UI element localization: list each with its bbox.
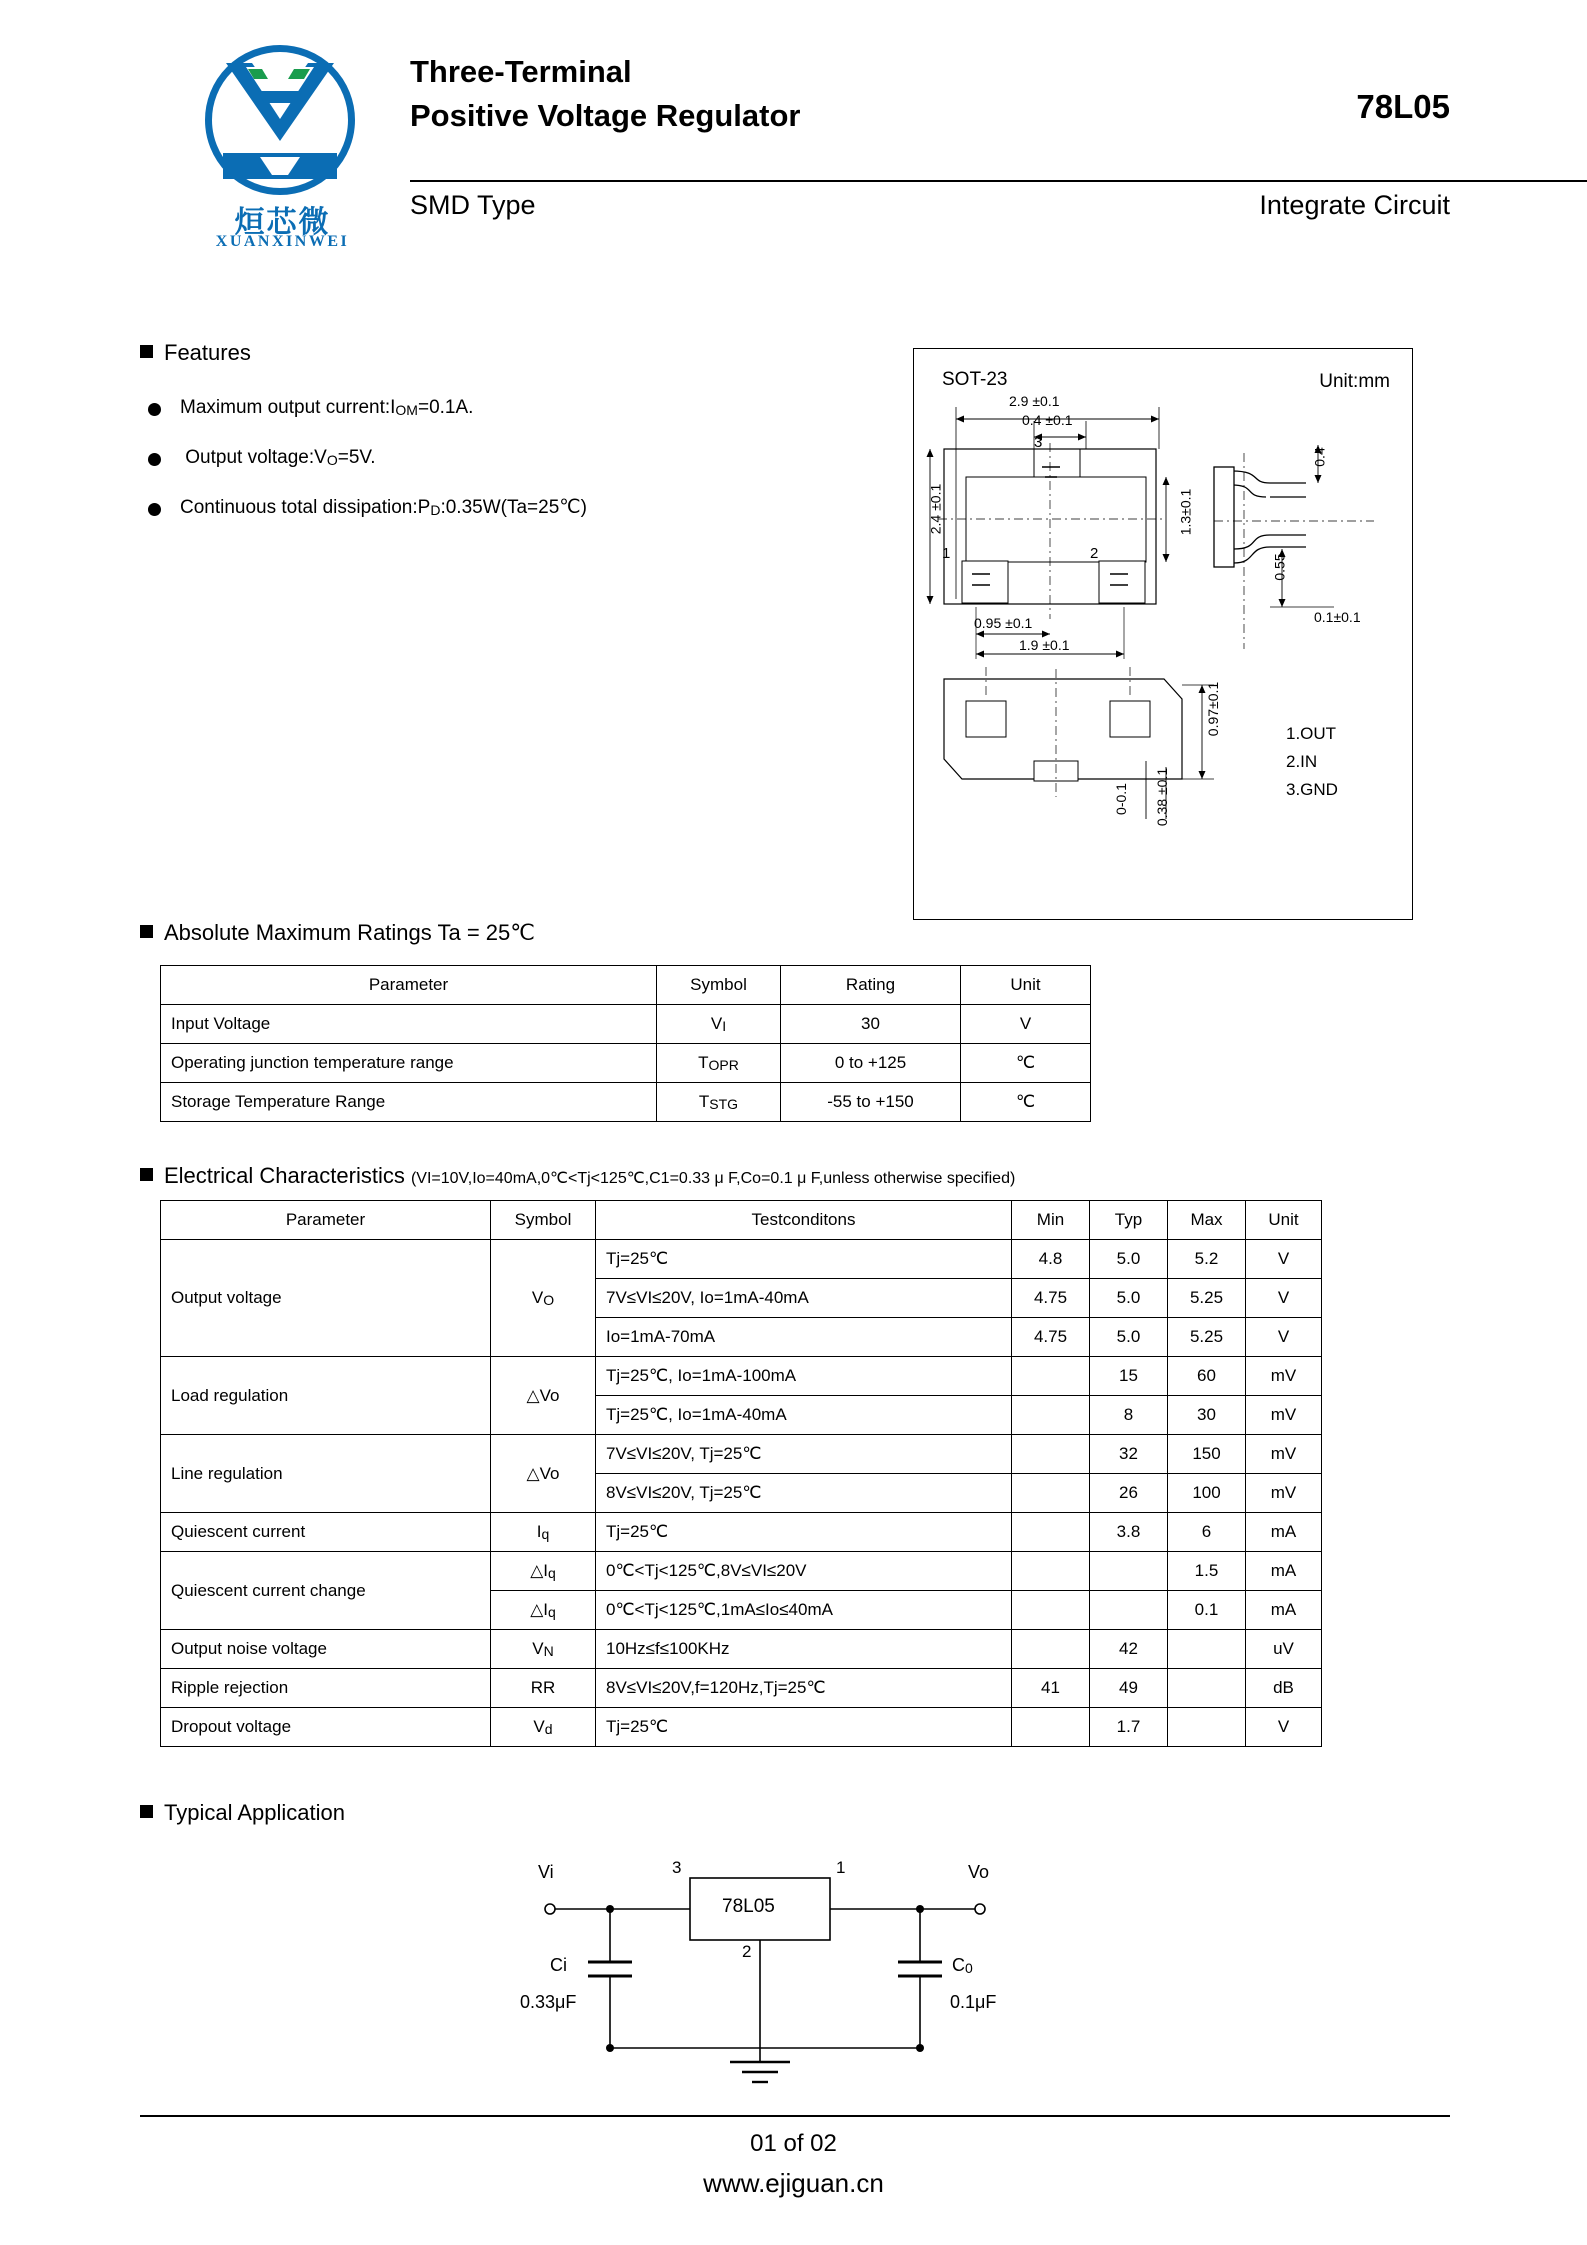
bullet-square-icon <box>140 925 153 938</box>
page-header <box>140 40 1450 255</box>
cell-max <box>1168 1708 1246 1747</box>
cell-min <box>1012 1591 1090 1630</box>
footer-divider <box>140 2115 1450 2117</box>
logo-english-name: XUANXINWEI <box>215 233 350 250</box>
cell-testcondition: 10Hz≤f≤100KHz <box>596 1630 1012 1669</box>
cell-min <box>1012 1474 1090 1513</box>
features-list <box>140 395 760 545</box>
title-block <box>410 50 1450 138</box>
cell-symbol: △Iq <box>491 1552 596 1591</box>
typical-application-heading: Typical Application <box>140 1800 345 1826</box>
abs-max-table <box>160 965 1091 1122</box>
cell-symbol: VO <box>491 1240 596 1357</box>
col-typ: Typ <box>1090 1201 1168 1240</box>
table-row <box>161 1669 1322 1708</box>
cell-typ: 49 <box>1090 1669 1168 1708</box>
cell-testcondition: 7V≤VI≤20V, Tj=25℃ <box>596 1435 1012 1474</box>
dim-foot-label: 0.1±0.1 <box>1314 609 1361 625</box>
package-drawing <box>913 348 1413 920</box>
table-header-row <box>161 966 1091 1005</box>
pin-mark-2: 2 <box>1090 545 1099 562</box>
pinout-1: 1.OUT <box>1286 724 1337 743</box>
cell-min <box>1012 1396 1090 1435</box>
cell-typ: 42 <box>1090 1630 1168 1669</box>
dim-width-label: 2.9 ±0.1 <box>1009 393 1060 409</box>
cell-parameter: Quiescent current <box>161 1513 491 1552</box>
pinout-3: 3.GND <box>1286 780 1338 799</box>
doc-title-line1: Three-Terminal <box>410 54 632 89</box>
cell-typ: 3.8 <box>1090 1513 1168 1552</box>
dim-body-height-label: 1.3±0.1 <box>1177 488 1194 536</box>
col-parameter: Parameter <box>161 1201 491 1240</box>
cell-parameter: Input Voltage <box>161 1005 657 1044</box>
cell-min: 4.75 <box>1012 1318 1090 1357</box>
cap-in-value: 0.33μF <box>520 1992 577 2012</box>
package-name-label: SOT-23 <box>942 369 1008 390</box>
cell-parameter: Load regulation <box>161 1357 491 1435</box>
cell-symbol: VI <box>657 1005 781 1044</box>
cell-max: 100 <box>1168 1474 1246 1513</box>
cell-unit: mA <box>1246 1552 1322 1591</box>
cap-in-name: Ci <box>550 1955 567 1975</box>
col-unit: Unit <box>961 966 1091 1005</box>
cell-testcondition: 8V≤VI≤20V, Tj=25℃ <box>596 1474 1012 1513</box>
cell-typ: 15 <box>1090 1357 1168 1396</box>
page-number: 01 of 02 <box>750 2130 837 2157</box>
col-symbol: Symbol <box>491 1201 596 1240</box>
cell-max: 5.25 <box>1168 1279 1246 1318</box>
cell-max: 6 <box>1168 1513 1246 1552</box>
cell-typ: 1.7 <box>1090 1708 1168 1747</box>
cell-max <box>1168 1669 1246 1708</box>
cell-unit: mV <box>1246 1357 1322 1396</box>
typical-application-circuit <box>520 1830 1040 2120</box>
cell-rating: 30 <box>781 1005 961 1044</box>
cell-symbol: RR <box>491 1669 596 1708</box>
footer-url: www.ejiguan.cn <box>703 2168 884 2198</box>
table-row <box>161 1005 1091 1044</box>
dim-lead-thickness-label: 0.4 <box>1311 447 1328 467</box>
col-rating: Rating <box>781 966 961 1005</box>
cell-typ <box>1090 1591 1168 1630</box>
logo-chinese-name: 烜芯微 <box>234 205 331 240</box>
table-row <box>161 1708 1322 1747</box>
cap-out-value: 0.1μF <box>950 1992 997 2012</box>
cell-unit: V <box>1246 1318 1322 1357</box>
dim-side-height-label: 0.97±0.1 <box>1205 681 1222 737</box>
table-row <box>161 1513 1322 1552</box>
pin-mark-1: 1 <box>942 545 951 562</box>
cell-symbol: Iq <box>491 1513 596 1552</box>
cell-symbol: VN <box>491 1630 596 1669</box>
cell-unit: V <box>1246 1708 1322 1747</box>
col-testconditions: Testconditons <box>596 1201 1012 1240</box>
dim-side-zero-label: 0-0.1 <box>1112 783 1129 815</box>
cell-testcondition: Tj=25℃ <box>596 1708 1012 1747</box>
vin-label: Vi <box>538 1862 554 1882</box>
product-category-label: Integrate Circuit <box>1259 190 1450 220</box>
cell-min <box>1012 1630 1090 1669</box>
cell-testcondition: 0℃<Tj<125℃,1mA≤Io≤40mA <box>596 1591 1012 1630</box>
pin-label-3: 3 <box>672 1858 682 1877</box>
col-min: Min <box>1012 1201 1090 1240</box>
cell-parameter: Output noise voltage <box>161 1630 491 1669</box>
cell-unit: V <box>961 1005 1091 1044</box>
cell-symbol: △Iq <box>491 1591 596 1630</box>
cell-symbol: TOPR <box>657 1044 781 1083</box>
cell-testcondition: Tj=25℃, Io=1mA-100mA <box>596 1357 1012 1396</box>
device-label: 78L05 <box>722 1896 775 1917</box>
cell-testcondition: Tj=25℃ <box>596 1513 1012 1552</box>
cell-min: 4.75 <box>1012 1279 1090 1318</box>
cell-testcondition: Tj=25℃, Io=1mA-40mA <box>596 1396 1012 1435</box>
table-row <box>161 1083 1091 1122</box>
table-header-row <box>161 1201 1322 1240</box>
package-dimensions-drawing <box>914 349 1414 921</box>
cell-unit: ℃ <box>961 1044 1091 1083</box>
part-number: 78L05 <box>1356 88 1450 125</box>
cell-typ: 5.0 <box>1090 1318 1168 1357</box>
cell-min <box>1012 1552 1090 1591</box>
dim-pad-label: 0.4 ±0.1 <box>1022 412 1073 428</box>
cap-out-name: C0 <box>952 1955 973 1976</box>
cell-parameter: Ripple rejection <box>161 1669 491 1708</box>
cell-unit: dB <box>1246 1669 1322 1708</box>
col-symbol: Symbol <box>657 966 781 1005</box>
abs-max-heading: Absolute Maximum Ratings Ta = 25℃ <box>140 920 535 946</box>
dim-height-label: 2.4 ±0.1 <box>927 483 944 535</box>
cell-parameter: Quiescent current change <box>161 1552 491 1630</box>
cell-min: 4.8 <box>1012 1240 1090 1279</box>
cell-min <box>1012 1435 1090 1474</box>
cell-parameter: Storage Temperature Range <box>161 1083 657 1122</box>
cell-max: 1.5 <box>1168 1552 1246 1591</box>
cell-max <box>1168 1630 1246 1669</box>
cell-unit: mA <box>1246 1591 1322 1630</box>
electrical-heading-note: (VI=10V,Io=40mA,0℃<Tj<125℃,C1=0.33 μ F,Co=0.1 μ F,unless otherwise specified) <box>410 1170 1016 1187</box>
cell-unit: uV <box>1246 1630 1322 1669</box>
doc-title-line2: Positive Voltage Regulator <box>410 98 801 133</box>
features-heading: Features <box>140 340 251 366</box>
cell-unit: mA <box>1246 1513 1322 1552</box>
cell-testcondition: Tj=25℃ <box>596 1240 1012 1279</box>
dim-pitch-label: 0.95 ±0.1 <box>974 615 1033 631</box>
cell-max: 30 <box>1168 1396 1246 1435</box>
bullet-square-icon <box>140 1805 153 1818</box>
cell-typ: 8 <box>1090 1396 1168 1435</box>
abs-max-table-wrap <box>160 965 1091 1122</box>
package-unit-label: Unit:mm <box>1319 371 1390 392</box>
cell-testcondition: Io=1mA-70mA <box>596 1318 1012 1357</box>
cell-typ: 5.0 <box>1090 1279 1168 1318</box>
cell-max: 0.1 <box>1168 1591 1246 1630</box>
table-row <box>161 1357 1322 1396</box>
logo-xw-mark-icon <box>218 57 342 152</box>
cell-unit: mV <box>1246 1396 1322 1435</box>
col-unit: Unit <box>1246 1201 1322 1240</box>
cell-unit: mV <box>1246 1474 1322 1513</box>
cell-symbol: △Vo <box>491 1435 596 1513</box>
feature-item: Output voltage:VO=5V. <box>140 445 760 473</box>
table-row <box>161 1630 1322 1669</box>
col-max: Max <box>1168 1201 1246 1240</box>
cell-unit: V <box>1246 1240 1322 1279</box>
cell-unit: ℃ <box>961 1083 1091 1122</box>
cell-unit: V <box>1246 1279 1322 1318</box>
electrical-heading: Electrical Characteristics (VI=10V,Io=40mA,0℃<Tj<125℃,C1=0.33 μ F,Co=0.1 μ F,unless otherwise specified) <box>140 1163 1015 1189</box>
cell-parameter: Operating junction temperature range <box>161 1044 657 1083</box>
cell-parameter: Dropout voltage <box>161 1708 491 1747</box>
package-type-label: SMD Type <box>410 190 536 220</box>
cell-parameter: Output voltage <box>161 1240 491 1357</box>
cell-symbol: Vd <box>491 1708 596 1747</box>
cell-parameter: Line regulation <box>161 1435 491 1513</box>
cell-min <box>1012 1708 1090 1747</box>
cell-typ: 32 <box>1090 1435 1168 1474</box>
bullet-square-icon <box>140 1168 153 1181</box>
feature-item: Continuous total dissipation:PD:0.35W(Ta=25℃) <box>140 495 760 523</box>
table-row <box>161 1044 1091 1083</box>
dim-standoff-label: 0.55 <box>1271 553 1288 581</box>
cell-testcondition: 8V≤VI≤20V,f=120Hz,Tj=25℃ <box>596 1669 1012 1708</box>
cell-rating: -55 to +150 <box>781 1083 961 1122</box>
cell-max: 150 <box>1168 1435 1246 1474</box>
electrical-table-wrap <box>160 1200 1322 1747</box>
pinout-2: 2.IN <box>1286 752 1318 771</box>
header-divider <box>410 180 1587 182</box>
table-row <box>161 1552 1322 1591</box>
bullet-square-icon <box>140 345 153 358</box>
cell-typ <box>1090 1552 1168 1591</box>
cell-symbol: TSTG <box>657 1083 781 1122</box>
cell-max: 5.2 <box>1168 1240 1246 1279</box>
cell-typ: 26 <box>1090 1474 1168 1513</box>
col-parameter: Parameter <box>161 966 657 1005</box>
cell-max: 60 <box>1168 1357 1246 1396</box>
pin-mark-3: 3 <box>1034 434 1043 451</box>
table-row <box>161 1240 1322 1279</box>
company-logo <box>160 45 395 250</box>
pin-label-2: 2 <box>742 1942 752 1961</box>
cell-rating: 0 to +125 <box>781 1044 961 1083</box>
cell-unit: mV <box>1246 1435 1322 1474</box>
electrical-table <box>160 1200 1322 1747</box>
cell-testcondition: 7V≤VI≤20V, Io=1mA-40mA <box>596 1279 1012 1318</box>
table-row <box>161 1435 1322 1474</box>
cell-typ: 5.0 <box>1090 1240 1168 1279</box>
pin-label-1: 1 <box>836 1858 846 1877</box>
cell-min <box>1012 1513 1090 1552</box>
cell-testcondition: 0℃<Tj<125℃,8V≤VI≤20V <box>596 1552 1012 1591</box>
cell-max: 5.25 <box>1168 1318 1246 1357</box>
cell-min <box>1012 1357 1090 1396</box>
feature-item: Maximum output current:IOM=0.1A. <box>140 395 760 423</box>
dim-span-label: 1.9 ±0.1 <box>1019 637 1070 653</box>
vout-label: Vo <box>968 1862 990 1882</box>
cell-symbol: △Vo <box>491 1357 596 1435</box>
dim-side-small-label: 0.38 ±0.1 <box>1154 767 1171 827</box>
cell-min: 41 <box>1012 1669 1090 1708</box>
